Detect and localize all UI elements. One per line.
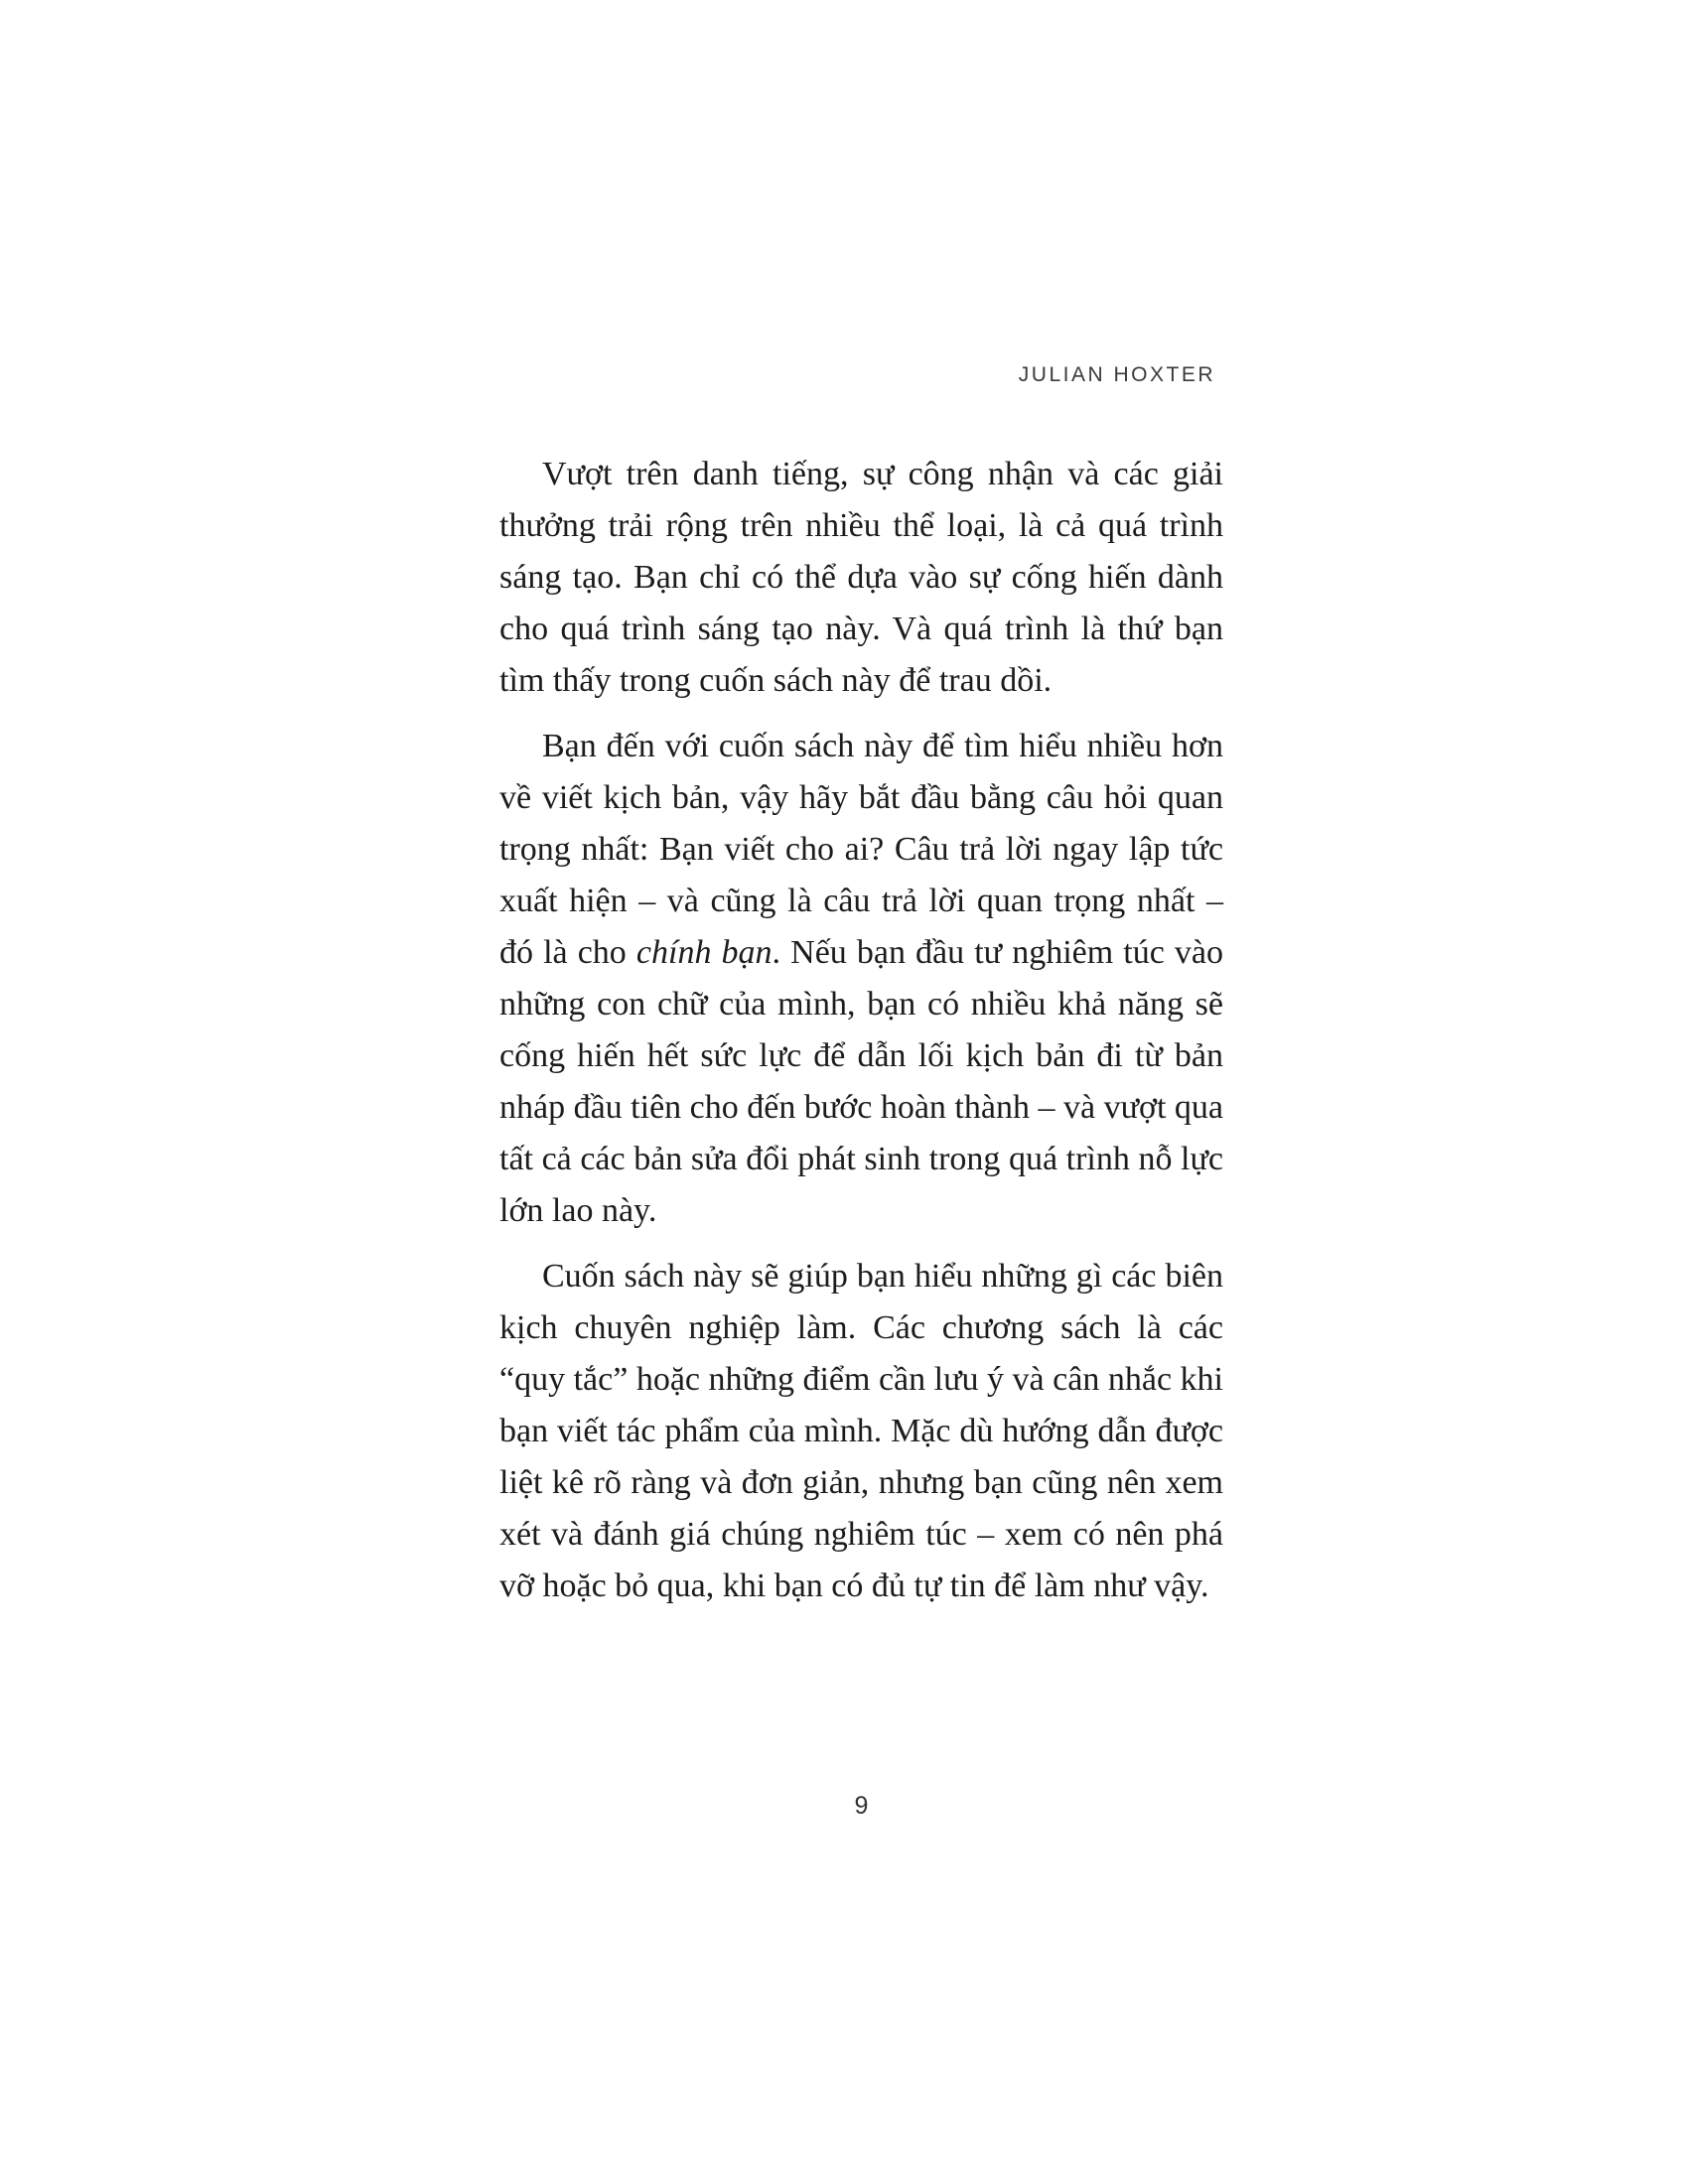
paragraph-text: Bạn đến với cuốn sách này để tìm hiểu nhiều hơn về viết kịch bản, vậy hãy bắt đầu bằng câu hỏi quan trọng nhất: Bạn viết cho ai? Câu trả lời ngay lập tức xuất hiện – và cũng là câu trả lời quan trọng nhất – đó là cho <box>499 728 1223 971</box>
paragraph-text: Vượt trên danh tiếng, sự công nhận và các giải thưởng trải rộng trên nhiều thể loại, là cả quá trình sáng tạo. Bạn chỉ có thể dựa vào sự cống hiến dành cho quá trình sáng tạo này. Và quá trình là thứ bạn tìm thấy trong cuốn sách này để trau dồi. <box>499 456 1223 699</box>
paragraph-text: Cuốn sách này sẽ giúp bạn hiểu những gì các biên kịch chuyên nghiệp làm. Các chương sách là các “quy tắc” hoặc những điểm cần lưu ý và cân nhắc khi bạn viết tác phẩm của mình. Mặc dù hướng dẫn được liệt kê rõ ràng và đơn giản, nhưng bạn cũng nên xem xét và đánh giá chúng nghiêm túc – xem có nên phá vỡ hoặc bỏ qua, khi bạn có đủ tự tin để làm như vậy. <box>499 1258 1223 1604</box>
running-header: JULIAN HOXTER <box>1018 363 1215 386</box>
body-text <box>499 449 1223 1612</box>
paragraph-2 <box>499 721 1223 1237</box>
page-number: 9 <box>854 1792 869 1820</box>
paragraph-text: . Nếu bạn đầu tư nghiêm túc vào những con chữ của mình, bạn có nhiều khả năng sẽ cống hiến hết sức lực để dẫn lối kịch bản đi từ bản nháp đầu tiên cho đến bước hoàn thành – và vượt qua tất cả các bản sửa đổi phát sinh trong quá trình nỗ lực lớn lao này. <box>499 934 1224 1229</box>
paragraph-3 <box>499 1251 1223 1612</box>
text-column <box>499 362 1224 1820</box>
paragraph-1 <box>499 449 1223 707</box>
italic-phrase: chính bạn <box>635 934 773 971</box>
